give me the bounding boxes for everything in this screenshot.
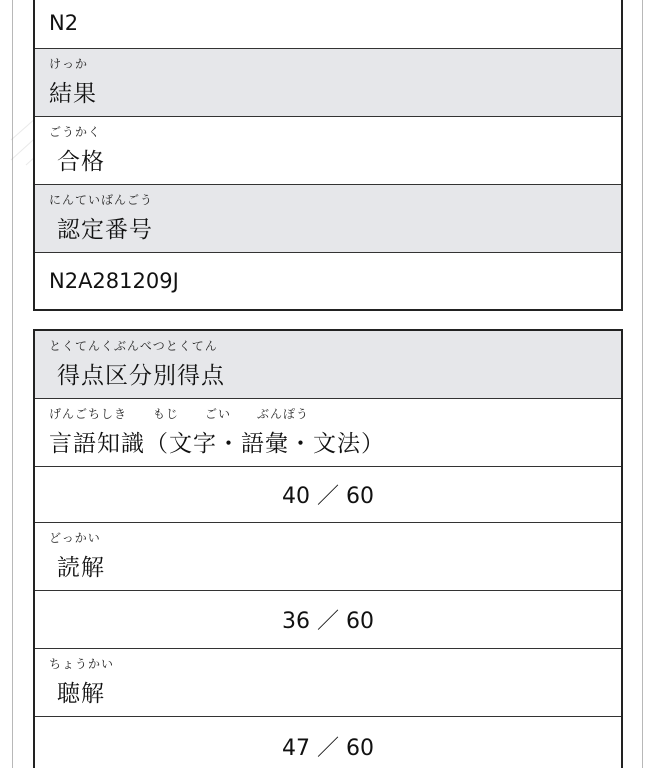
listening-row bbox=[35, 649, 621, 717]
reading-furigana: どっかい bbox=[49, 531, 101, 545]
result-furigana: けっか bbox=[49, 57, 89, 71]
level-row bbox=[35, 0, 621, 49]
cert-no-value: N2A281209J bbox=[49, 269, 179, 293]
pass-label: 合格 bbox=[57, 149, 105, 175]
section-furigana: とくてんくぶんべつとくてん bbox=[49, 339, 218, 353]
listening-score-row bbox=[35, 717, 621, 768]
cert-no-furigana: にんていばんごう bbox=[49, 193, 154, 207]
reading-row bbox=[35, 523, 621, 591]
reading-score-row bbox=[35, 591, 621, 649]
language-knowledge-label: 言語知識（文字・語彙・文法） bbox=[49, 431, 385, 457]
reading-label: 読解 bbox=[57, 555, 105, 581]
language-knowledge-row bbox=[35, 399, 621, 467]
cert-no-value-row bbox=[35, 253, 621, 309]
right-edge-line bbox=[642, 0, 643, 768]
result-value-row bbox=[35, 117, 621, 185]
listening-score: 47 ／ 60 bbox=[282, 735, 374, 761]
cert-no-header-row bbox=[35, 185, 621, 253]
level-value: N2 bbox=[49, 10, 79, 35]
scores-table bbox=[33, 329, 623, 768]
language-knowledge-furigana: げんごちしき もじ ごい ぶんぽう bbox=[49, 407, 310, 421]
result-label: 結果 bbox=[49, 81, 97, 107]
pass-furigana: ごうかく bbox=[49, 125, 102, 139]
language-knowledge-score-row bbox=[35, 467, 621, 523]
summary-table bbox=[33, 0, 623, 311]
reading-score: 36 ／ 60 bbox=[282, 609, 374, 634]
section-header-row bbox=[35, 331, 621, 399]
language-knowledge-score: 40 ／ 60 bbox=[282, 484, 374, 509]
cert-no-label: 認定番号 bbox=[57, 217, 153, 243]
result-header-row bbox=[35, 49, 621, 117]
section-label: 得点区分別得点 bbox=[57, 363, 225, 389]
listening-label: 聴解 bbox=[57, 681, 105, 707]
listening-furigana: ちょうかい bbox=[49, 657, 115, 671]
